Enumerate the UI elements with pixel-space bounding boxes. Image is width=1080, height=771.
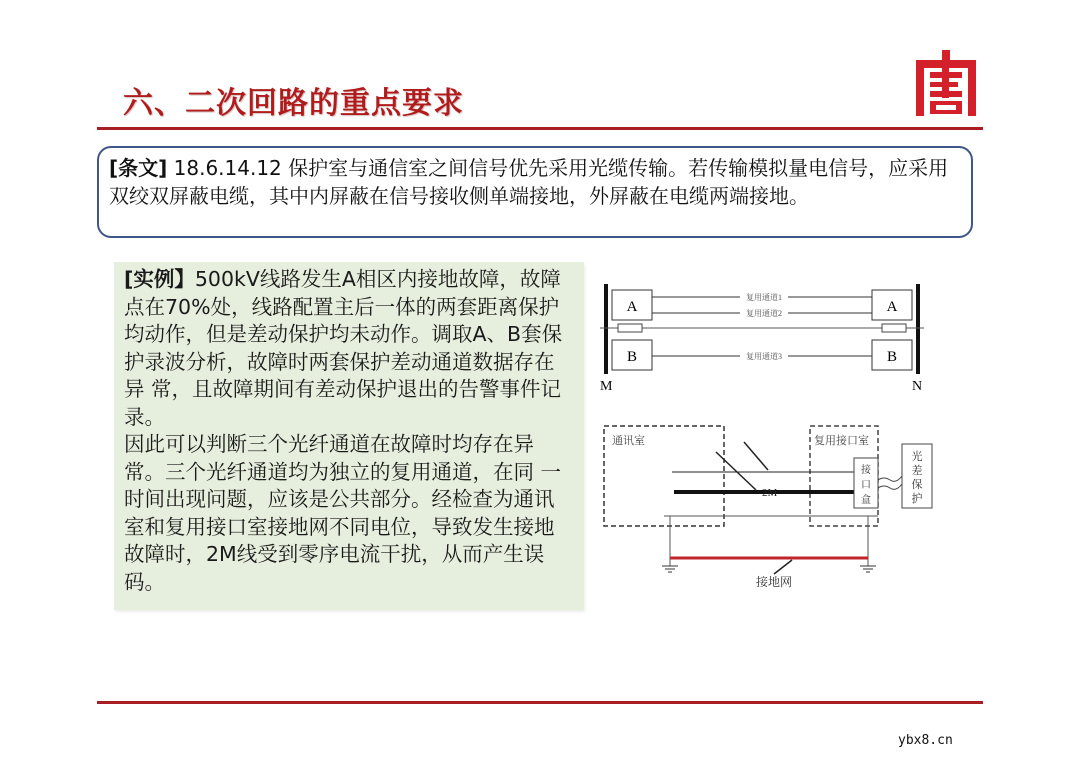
svg-text:光: 光 bbox=[911, 451, 923, 463]
title-divider bbox=[97, 127, 983, 130]
svg-text:盒: 盒 bbox=[861, 495, 871, 506]
device-b-left: B bbox=[626, 349, 638, 365]
svg-text:口: 口 bbox=[861, 480, 871, 491]
ground-symbol-right-icon bbox=[860, 566, 876, 572]
channel-2-label: 复用通道2 bbox=[746, 309, 782, 318]
channel-topology-diagram bbox=[596, 278, 936, 396]
svg-text:护: 护 bbox=[911, 493, 923, 505]
channel-1-label: 复用通道1 bbox=[746, 293, 782, 302]
channel-3-label: 复用通道3 bbox=[746, 352, 782, 361]
bus-n-label: N bbox=[912, 379, 923, 394]
svg-text:接: 接 bbox=[861, 465, 871, 476]
device-a-left: A bbox=[626, 299, 638, 315]
line-2m-label: 2M bbox=[762, 487, 778, 499]
example-box bbox=[114, 262, 584, 610]
clause-box bbox=[97, 146, 973, 238]
watermark-text: ybx8.cn bbox=[898, 733, 953, 748]
bus-m-label: M bbox=[600, 379, 613, 394]
ground-symbol-left-icon bbox=[662, 566, 678, 572]
device-b-right: B bbox=[886, 349, 898, 365]
red-seal-logo-icon bbox=[912, 48, 980, 118]
comm-room-label: 通讯室 bbox=[612, 435, 645, 447]
ground-grid-label: 接地网 bbox=[756, 575, 793, 589]
clause-text: 18.6.14.12 保护室与通信室之间信号优先采用光缆传输。若传输模拟量电信号，应采用双绞双屏蔽电缆，其中内屏蔽在信号接收侧单端接地，外屏蔽在电缆两端接地。 bbox=[109, 156, 949, 208]
svg-text:保: 保 bbox=[911, 479, 923, 491]
grounding-diagram bbox=[596, 418, 938, 590]
example-tag: [实例】 bbox=[124, 267, 195, 291]
slide-title: 六、二次回路的重点要求 bbox=[123, 86, 464, 121]
interface-room-label: 复用接口室 bbox=[814, 435, 869, 447]
device-a-right: A bbox=[886, 299, 898, 315]
clause-tag: [条文] bbox=[109, 156, 168, 180]
footer-divider bbox=[97, 701, 983, 704]
example-paragraph-1: [实例】500kV线路发生A相区内接地故障，故障点在70%处，线路配置主后一体的两套距离保护均动作，但是差动保护均未动作。调取A、B套保护录波分析，故障时两套保护差动通道数据存在异 常，且故障期间有差动保护退出的告警事件记录。 bbox=[124, 267, 563, 429]
svg-text:差: 差 bbox=[911, 465, 923, 477]
example-paragraph-2: 因此可以判断三个光纤通道在故障时均存在异常。三个光纤通道均为独立的复用通道，在同 一时间出现问题，应该是公共部分。经检查为通讯室和复用接口室接地网不同电位，导致发生接地故障时，2M线受到零序电流干扰，从而产生误码。 bbox=[124, 432, 562, 594]
